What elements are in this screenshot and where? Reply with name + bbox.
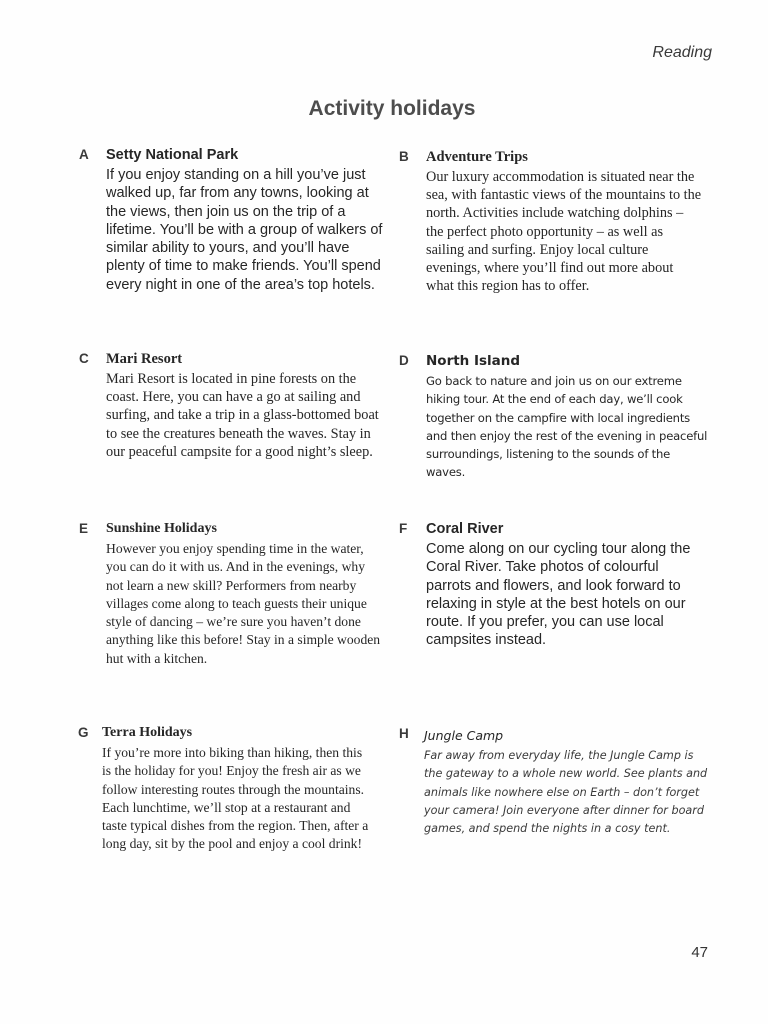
ad-c-mari-resort xyxy=(79,350,388,461)
ad-g-terra-holidays xyxy=(78,724,374,854)
ad-body: However you enjoy spending time in the water, you can do it with us. And in the evenings, why not learn a new skill? Performers from nearby villages come along to teach guests their unique style of dancing – we’re sure you haven’t done anything like this before! Stay in a simple wooden hut with a kitchen. xyxy=(106,541,381,666)
ad-title: Sunshine Holidays xyxy=(106,521,217,536)
ad-title: Mari Resort xyxy=(106,351,183,367)
ad-body: If you’re more into biking than hiking, then this is the holiday for you! Enjoy the fresh air as we follow interesting routes through the mountains. Each lunchtime, we’ll stop at a restaurant and taste typical dishes from the region. Then, after a long day, sit by the pool and enjoy a cool drink! xyxy=(102,745,369,852)
ad-h-jungle-camp xyxy=(399,726,708,838)
ad-title: Adventure Trips xyxy=(426,149,528,165)
ad-title: Terra Holidays xyxy=(102,725,193,740)
ad-letter: A xyxy=(79,147,89,162)
ad-letter: D xyxy=(399,353,409,368)
ad-letter: H xyxy=(399,726,409,741)
page-number: 47 xyxy=(691,944,708,961)
ad-letter: C xyxy=(79,351,89,366)
ad-f-coral-river xyxy=(399,520,702,650)
ad-letter: B xyxy=(399,149,409,164)
ad-body: Go back to nature and join us on our extreme hiking tour. At the end of each day, we’ll cook together on the campfire with local ingredients and then enjoy the rest of the evening in peaceful surroundings, listening to the sounds of the waves. xyxy=(426,374,708,480)
ad-title: Setty National Park xyxy=(106,147,239,163)
ad-body: Mari Resort is located in pine forests on the coast. Here, you can have a go at sailing and surfing, and take a trip in a glass-bottomed boat to see the creatures beneath the waves. Stay in our peaceful campsite for a good night’s sleep. xyxy=(106,371,379,460)
page-title: Activity holidays xyxy=(308,97,476,120)
ad-body: Our luxury accommodation is situated near the sea, with fantastic views of the mountains to the north. Activities include watching dolphins – the perfect photo opportunity – as well as sailing and surfing. Enjoy local culture evenings, where you’ll find out more about what this region has to offer. xyxy=(426,169,702,295)
ad-body: Far away from everyday life, the Jungle Camp is the gateway to a whole new world. See plants and animals like nowhere else on Earth – don’t forget your camera! Join everyone after dinner for board games, and spend the nights in a cosy tent. xyxy=(424,749,708,836)
ad-b-adventure-trips xyxy=(399,148,702,295)
ad-d-north-island xyxy=(399,352,708,482)
ad-body: If you enjoy standing on a hill you’ve just walked up, far from any towns, looking at the views, then join us on the trip of a lifetime. You’ll be with a group of walkers of similar ability to yours, and you’ll have plenty of time to make friends. You’ll spend every night in one of the area’s top hotels. xyxy=(106,167,383,293)
ad-title: North Island xyxy=(426,353,521,369)
ad-e-sunshine-holidays xyxy=(79,520,382,668)
ad-body: Come along on our cycling tour along the Coral River. Take photos of colourful parrots and flowers, and look forward to relaxing in style at the best hotels on our route. If you prefer, you can use local campsites instead. xyxy=(426,541,691,649)
section-label: Reading xyxy=(652,44,712,61)
ad-a-setty-national-park xyxy=(79,146,388,294)
ad-title: Jungle Camp xyxy=(424,728,504,743)
ad-letter: G xyxy=(78,725,89,740)
ad-letter: F xyxy=(399,521,408,536)
ad-letter: E xyxy=(79,521,89,536)
ad-title: Coral River xyxy=(426,521,504,537)
